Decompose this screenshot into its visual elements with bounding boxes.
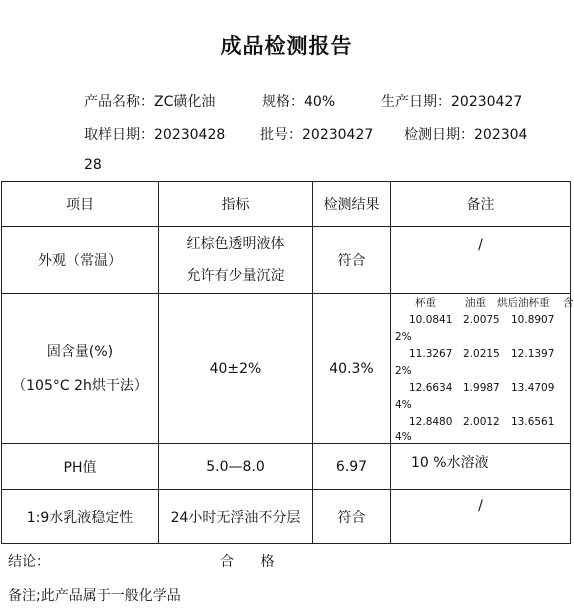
table-row <box>2 294 571 444</box>
item-emulsion-stability: 1:9水乳液稳定性 <box>2 490 159 544</box>
spec-line: 红棕色透明液体 <box>186 236 285 252</box>
note-emulsion-stability: / <box>391 490 571 544</box>
spec-ph: 5.0—8.0 <box>159 444 313 490</box>
solid-note-cell: 2% <box>395 365 412 377</box>
report-title: 成品检测报告 <box>220 34 353 58</box>
solid-note-cell: 12.6634 <box>409 382 453 394</box>
solid-note-header: 油重 <box>465 297 486 309</box>
item-ph: PH值 <box>2 444 159 490</box>
solid-note-cell: 11.3267 <box>409 348 453 360</box>
conclusion-label: 结论： <box>8 554 50 570</box>
item-solid-content <box>2 294 159 444</box>
result-emulsion-stability: 符合 <box>313 490 391 544</box>
table-row <box>2 444 571 490</box>
spec-line: 允许有少量沉淀 <box>186 268 285 284</box>
note-ph: 10 %水溶液 <box>391 444 571 490</box>
test-date-continued: 28 <box>84 157 102 173</box>
solid-note-cell: 13.4709 <box>511 382 555 394</box>
result-appearance: 符合 <box>313 227 391 294</box>
solid-note-cell: 2.0012 <box>463 416 500 428</box>
remark: 备注;此产品属于一般化学品 <box>8 588 181 604</box>
table-row <box>2 490 571 544</box>
solid-note-header: 烘后油杯重 <box>497 297 550 309</box>
item-appearance: 外观（常温） <box>2 227 159 294</box>
solid-note-cell: 2% <box>395 331 412 343</box>
test-date: 检测日期：202304 <box>404 127 528 143</box>
solid-note-header: 含 <box>563 297 574 309</box>
solid-note-cell: 10.8907 <box>511 314 555 326</box>
header-item: 项目 <box>2 182 159 227</box>
solid-note-cell: 1.9987 <box>463 382 500 394</box>
solid-note-cell: 2.0075 <box>463 314 500 326</box>
spec-solid-content: 40±2% <box>159 294 313 444</box>
solid-note-cell: 4% <box>395 399 412 411</box>
batch-number: 批号：20230427 <box>260 127 374 143</box>
note-appearance: / <box>391 227 571 294</box>
solid-note-cell: 4% <box>395 431 412 443</box>
solid-note-cell: 12.1397 <box>511 348 555 360</box>
report-table <box>1 181 574 544</box>
solid-note-cell: 2.0215 <box>463 348 500 360</box>
product-name: 产品名称：ZC磺化油 <box>84 94 216 110</box>
item-line: （105°C 2h烘干法） <box>12 377 148 394</box>
conclusion-value: 合 格 <box>220 554 275 570</box>
table-row <box>2 227 571 294</box>
solid-note-cell: 13.6561 <box>511 416 555 428</box>
item-line: 固含量(%) <box>46 343 114 360</box>
production-date: 生产日期：20230427 <box>381 94 523 110</box>
spec: 规格：40% <box>262 94 336 110</box>
solid-note-header: 杯重 <box>415 297 436 309</box>
result-solid-content: 40.3% <box>313 294 391 444</box>
result-ph: 6.97 <box>313 444 391 490</box>
spec-emulsion-stability: 24小时无浮油不分层 <box>159 490 313 544</box>
spec-appearance <box>159 227 313 294</box>
table-header-row <box>2 182 571 227</box>
header-note: 备注 <box>391 182 571 227</box>
header-result: 检测结果 <box>313 182 391 227</box>
sampling-date: 取样日期：20230428 <box>84 127 226 143</box>
header-spec: 指标 <box>159 182 313 227</box>
solid-note-cell: 10.0841 <box>409 314 453 326</box>
note-solid-content <box>391 294 574 444</box>
solid-note-cell: 12.8480 <box>409 416 453 428</box>
